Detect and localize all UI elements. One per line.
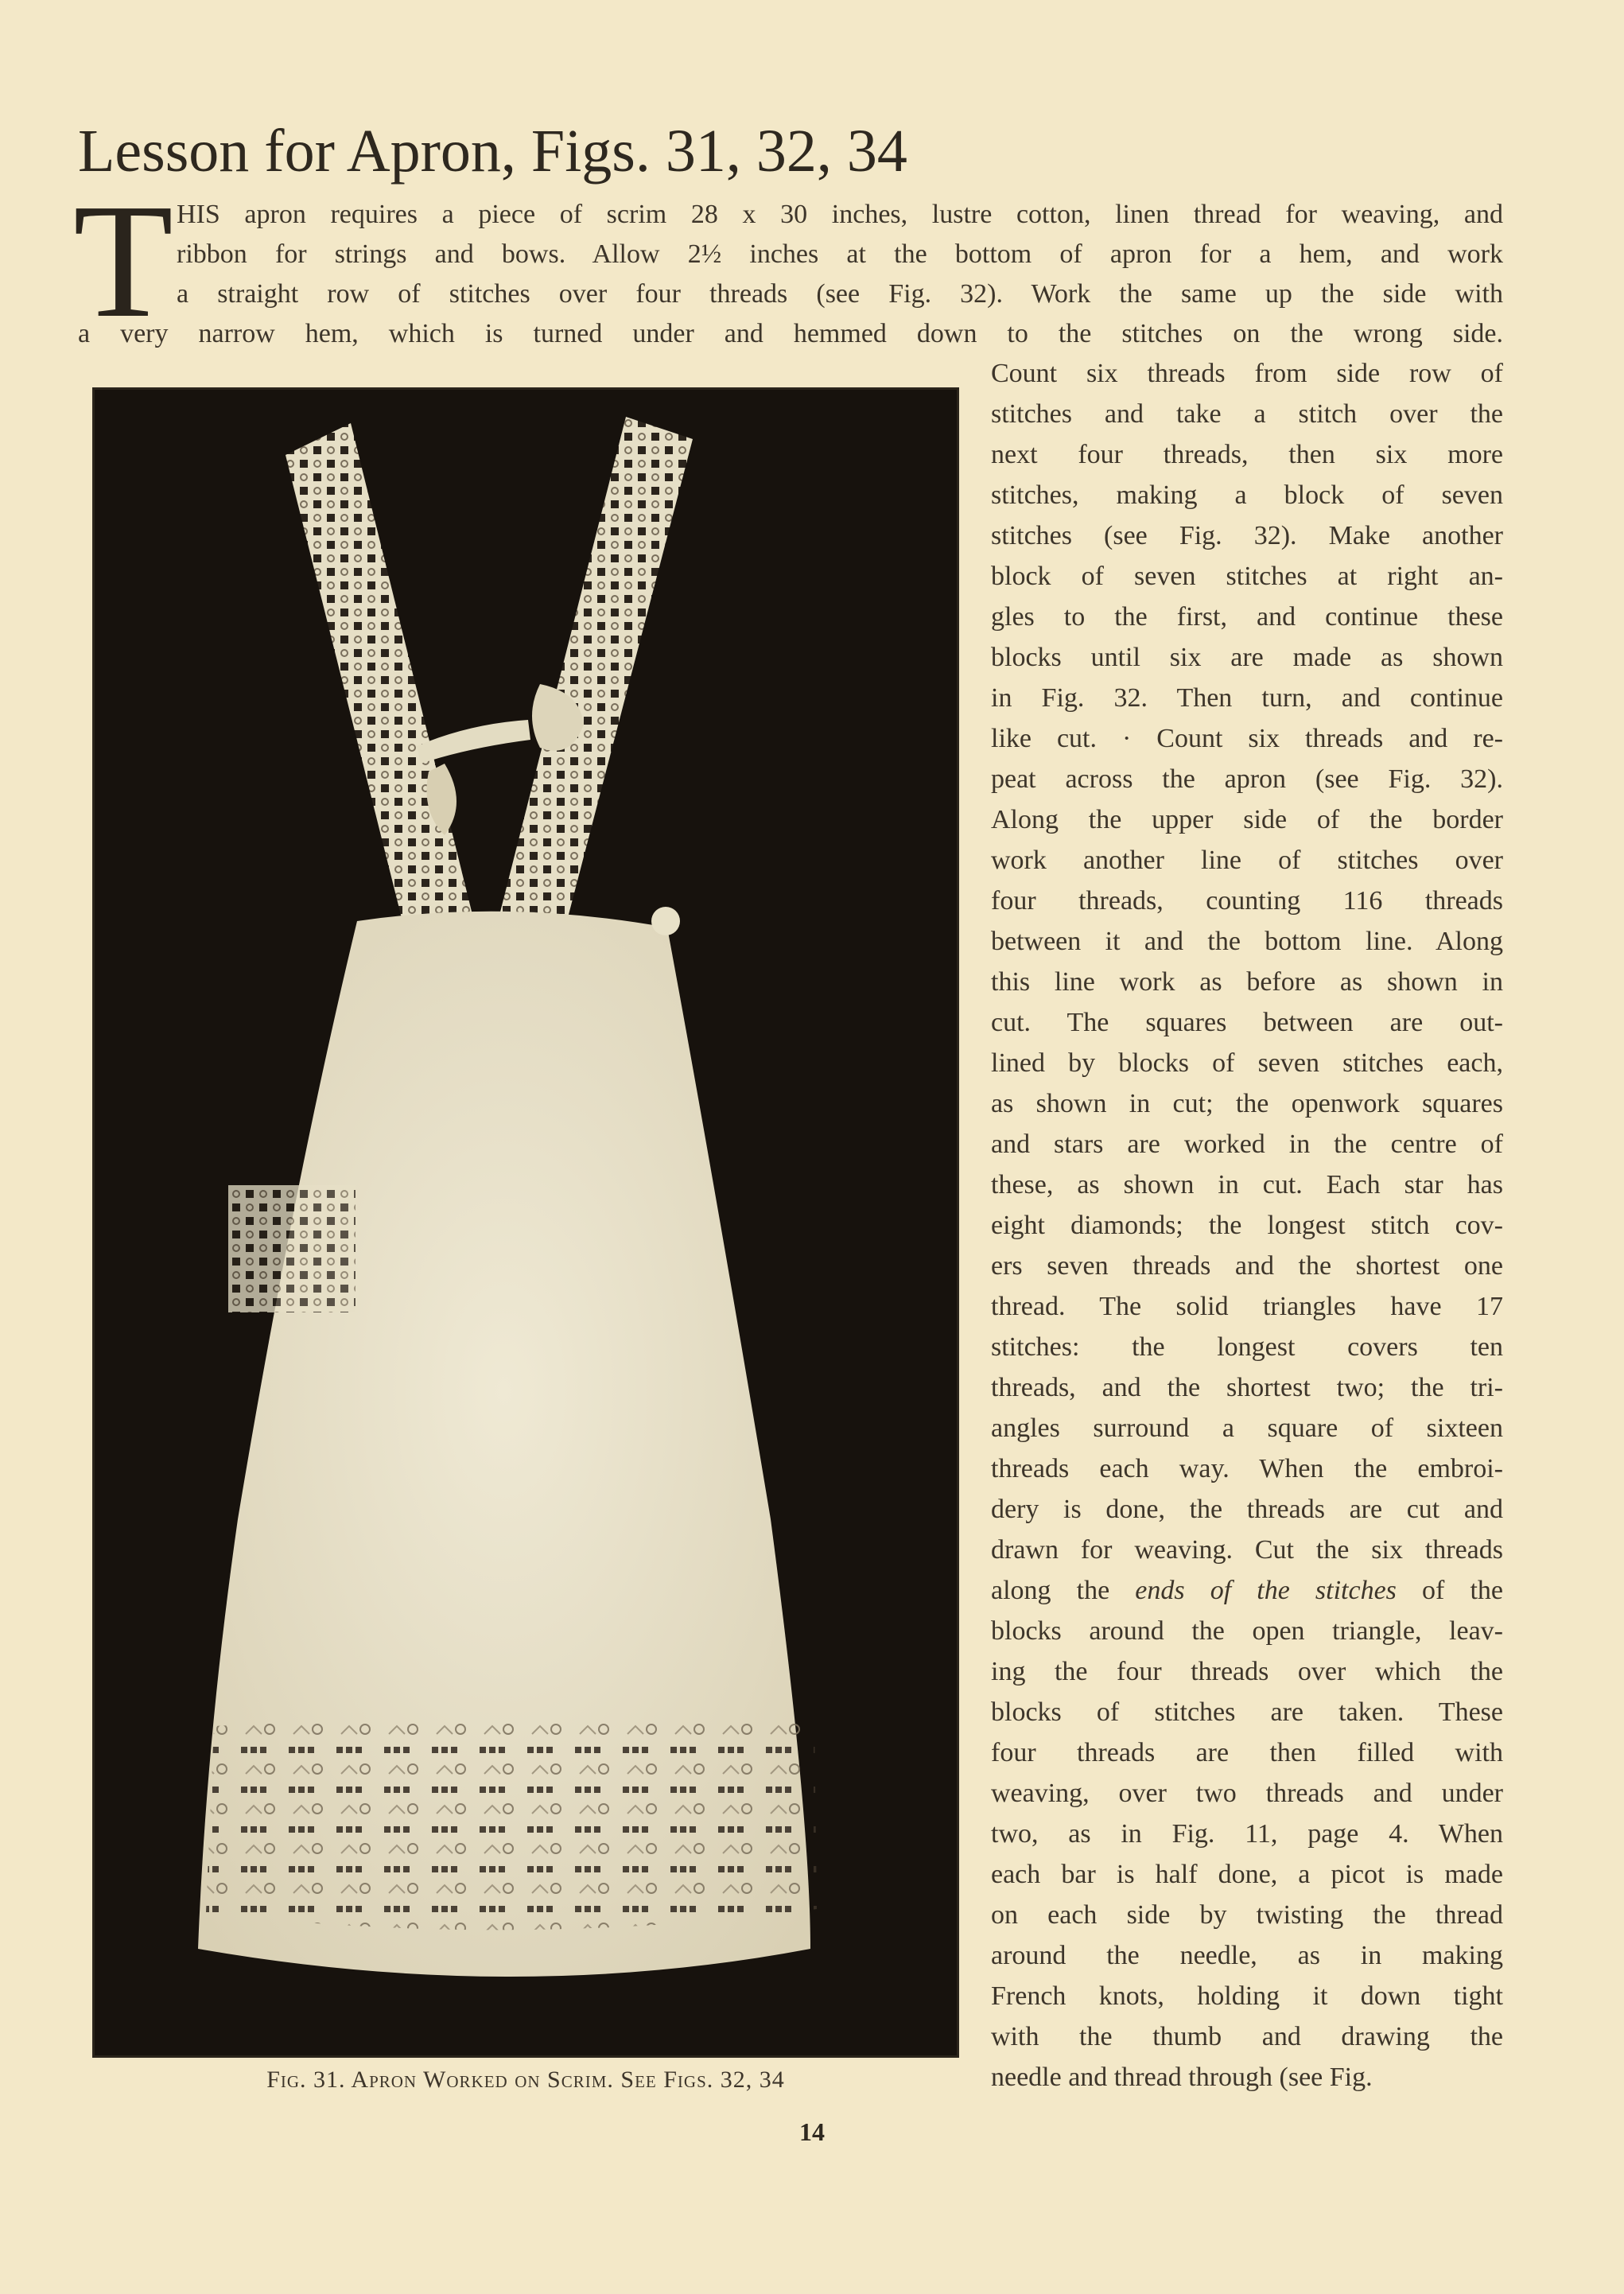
column-line: blocks of stitches are taken. These [991,1697,1503,1727]
column-line: and stars are worked in the centre of [991,1130,1503,1159]
column-line: two, as in Fig. 11, page 4. When [991,1819,1503,1849]
column-line: with the thumb and drawing the [991,2022,1503,2051]
column-line: next four threads, then six more [991,440,1503,469]
intro-line-3: a straight row of stitches over four threads (see Fig. 32). Work the same up the side with [177,279,1503,309]
embroidered-border [206,1716,817,1930]
column-line: these, as shown in cut. Each star has [991,1170,1503,1199]
italic-phrase: ends of the stitches [1135,1576,1397,1605]
intro-line-1: HIS apron requires a piece of scrim 28 x 30 inches, lustre cotton, linen thread for weaving, and [177,200,1503,229]
column-line: French knots, holding it down tight [991,1981,1503,2011]
figure-caption: Fig. 31. Apron Worked on Scrim. See Figs. 32, 34 [266,2067,785,2093]
column-line: dery is done, the threads are cut and [991,1495,1503,1524]
column-line: cut. The squares between are out- [991,1008,1503,1037]
column-line: blocks around the open triangle, leav- [991,1616,1503,1646]
column-line: as shown in cut; the openwork squares [991,1089,1503,1118]
intro-line-2: ribbon for strings and bows. Allow 2½ inches at the bottom of apron for a hem, and work [177,239,1503,269]
column-line: stitches, making a block of seven [991,480,1503,510]
column-line: ing the four threads over which the [991,1657,1503,1686]
column-line: thread. The solid triangles have 17 [991,1292,1503,1321]
column-line: four threads, counting 116 threads [991,886,1503,916]
column-line: stitches and take a stitch over the [991,399,1503,429]
drop-cap: T [73,169,173,352]
column-line: threads each way. When the embroi- [991,1454,1503,1483]
column-text: of the [1422,1576,1503,1605]
column-line: between it and the bottom line. Along [991,927,1503,956]
lesson-title: Lesson for Apron, Figs. 31, 32, 34 [78,118,907,185]
column-line: eight diamonds; the longest stitch cov- [991,1211,1503,1240]
column-line: each bar is half done, a picot is made [991,1860,1503,1889]
page-number: 14 [799,2117,825,2146]
column-line: ers seven threads and the shortest one [991,1251,1503,1281]
column-line: lined by blocks of seven stitches each, [991,1048,1503,1078]
intro-line-4: a very narrow hem, which is turned under and hemmed down to the stitches on the wrong side. [78,319,1503,348]
column-line: stitches (see Fig. 32). Make another [991,521,1503,550]
column-text: along the [991,1576,1110,1605]
column-line-italic [991,1571,1503,1611]
column-line: on each side by twisting the thread [991,1900,1503,1930]
column-line: drawn for weaving. Cut the six threads [991,1535,1503,1565]
column-line: this line work as before as shown in [991,967,1503,997]
column-line: weaving, over two threads and under [991,1779,1503,1808]
column-line: around the needle, as in making [991,1941,1503,1970]
column-line: block of seven stitches at right an- [991,562,1503,591]
column-line: Count six threads from side row of [991,359,1503,388]
column-line: in Fig. 32. Then turn, and continue [991,683,1503,713]
column-line: like cut. · Count six threads and re- [991,724,1503,753]
column-line: angles surround a square of sixteen [991,1413,1503,1443]
column-line: blocks until six are made as shown [991,643,1503,672]
column-line: peat across the apron (see Fig. 32). [991,764,1503,794]
column-line: threads, and the shortest two; the tri- [991,1373,1503,1402]
column-line: Along the upper side of the border [991,805,1503,834]
column-line: work another line of stitches over [991,846,1503,875]
column-line: needle and thread through (see Fig. [991,2063,1373,2092]
column-line: four threads are then filled with [991,1738,1503,1767]
apron-pocket [228,1185,355,1312]
column-line: gles to the first, and continue these [991,602,1503,632]
apron-photograph [92,387,959,2058]
column-line: stitches: the longest covers ten [991,1332,1503,1362]
